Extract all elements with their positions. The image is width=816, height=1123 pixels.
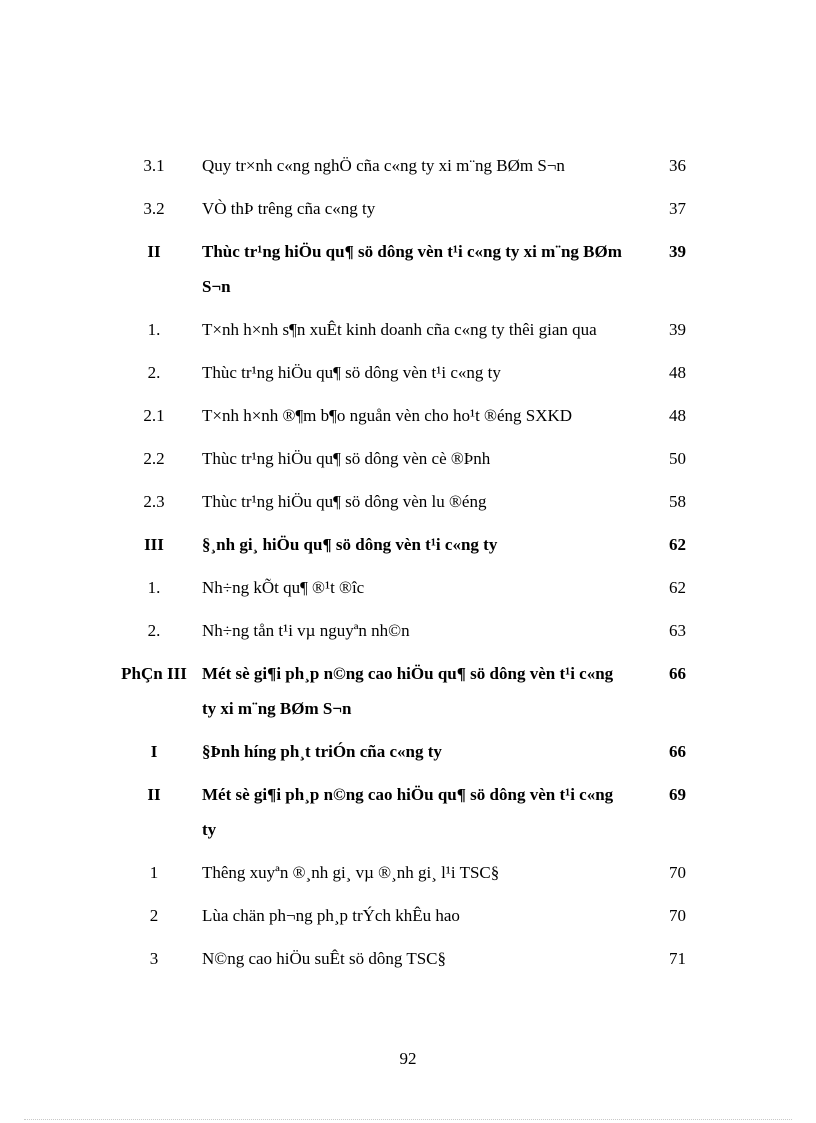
toc-entry (120, 898, 700, 933)
toc-entry-number: I (150, 742, 158, 761)
toc-entry-number: PhÇn III (121, 664, 187, 683)
toc-entry (120, 855, 700, 890)
toc-entry-title: Thùc tr¹ng hiÖu qu¶ sö dông vèn lu ®éng (202, 492, 487, 511)
toc-entry (120, 570, 700, 605)
toc-entry-number: 2.1 (143, 406, 165, 425)
toc-entry-title: N©ng cao hiÖu suÊt sö dông TSC§ (202, 949, 446, 968)
table-of-contents (120, 148, 700, 984)
toc-entry-page: 62 (669, 578, 686, 597)
toc-entry-page: 66 (669, 664, 686, 683)
toc-entry (120, 527, 700, 562)
toc-entry (120, 734, 700, 769)
toc-entry-title: T×nh h×nh ®¶m b¶o nguån vèn cho ho¹t ®éng SXKD (202, 406, 573, 425)
toc-entry-title: Thùc tr¹ng hiÖu qu¶ sö dông vèn t¹i c«ng ty xi m¨ng BØm S¬n (202, 242, 622, 296)
toc-entry-number: 3.1 (143, 156, 165, 175)
toc-entry-number: II (147, 785, 161, 804)
toc-entry (120, 777, 700, 847)
toc-entry-number: 2.2 (143, 449, 165, 468)
toc-entry-title: Thùc tr¹ng hiÖu qu¶ sö dông vèn cè ®Þnh (202, 449, 491, 468)
page-number: 92 (399, 1049, 417, 1068)
toc-entry (120, 312, 700, 347)
page-bottom-divider (24, 1119, 792, 1120)
toc-entry-page: 66 (669, 742, 686, 761)
toc-entry-number: 1. (147, 578, 161, 597)
toc-entry-page: 48 (669, 363, 686, 382)
toc-entry (120, 398, 700, 433)
toc-entry-number: 1. (147, 320, 161, 339)
toc-entry (120, 484, 700, 519)
toc-entry (120, 148, 700, 183)
toc-entry-page: 36 (669, 156, 686, 175)
toc-entry-page: 58 (669, 492, 686, 511)
toc-entry-title: Thêng xuyªn ®¸nh gi¸ vµ ®¸nh gi¸ l¹i TSC§ (202, 863, 500, 882)
toc-entry-title: Lùa chän ph¬ng ph¸p trÝch khÊu hao (202, 906, 460, 925)
toc-entry-title: Thùc tr¹ng hiÖu qu¶ sö dông vèn t¹i c«ng ty (202, 363, 501, 382)
toc-entry (120, 191, 700, 226)
toc-entry-title: Mét sè gi¶i ph¸p n©ng cao hiÖu qu¶ sö dông vèn t¹i c«ng ty (202, 785, 614, 839)
toc-entry-number: 2. (147, 621, 161, 640)
toc-entry (120, 941, 700, 976)
toc-entry-number: 3.2 (143, 199, 165, 218)
toc-entry-page: 39 (669, 242, 686, 261)
toc-entry-number: 3 (149, 949, 159, 968)
toc-entry-page: 48 (669, 406, 686, 425)
toc-entry-page: 71 (669, 949, 686, 968)
toc-entry-number: III (144, 535, 164, 554)
toc-entry-number: 2 (149, 906, 159, 925)
toc-entry-number: II (147, 242, 161, 261)
toc-entry-page: 70 (669, 863, 686, 882)
toc-entry (120, 656, 700, 726)
toc-entry-title: VÒ thÞ trêng cña c«ng ty (202, 199, 376, 218)
toc-entry-number: 1 (149, 863, 159, 882)
toc-entry-page: 37 (669, 199, 686, 218)
toc-entry-title: Nh÷ng kÕt qu¶ ®¹t ®îc (202, 578, 365, 597)
toc-entry (120, 355, 700, 390)
toc-entry-page: 69 (669, 785, 686, 804)
toc-entry-page: 39 (669, 320, 686, 339)
toc-entry-title: §Þnh híng ph¸t triÓn cña c«ng ty (202, 742, 442, 761)
toc-entry-title: Nh÷ng tån t¹i vµ nguyªn nh©n (202, 621, 410, 640)
toc-entry (120, 234, 700, 304)
toc-entry-title: Quy tr×nh c«ng nghÖ cña c«ng ty xi m¨ng BØm S¬n (202, 156, 565, 175)
toc-entry-number: 2. (147, 363, 161, 382)
toc-entry (120, 613, 700, 648)
toc-entry-title: Mét sè gi¶i ph¸p n©ng cao hiÖu qu¶ sö dông vèn t¹i c«ng ty xi m¨ng BØm S¬n (202, 664, 614, 718)
toc-entry-page: 70 (669, 906, 686, 925)
toc-entry-number: 2.3 (143, 492, 165, 511)
toc-entry (120, 441, 700, 476)
toc-entry-page: 50 (669, 449, 686, 468)
toc-entry-page: 63 (669, 621, 686, 640)
toc-entry-title: T×nh h×nh s¶n xuÊt kinh doanh cña c«ng ty thêi gian qua (202, 320, 597, 339)
toc-entry-title: §¸nh gi¸ hiÖu qu¶ sö dông vèn t¹i c«ng ty (202, 535, 498, 554)
toc-entry-page: 62 (669, 535, 686, 554)
